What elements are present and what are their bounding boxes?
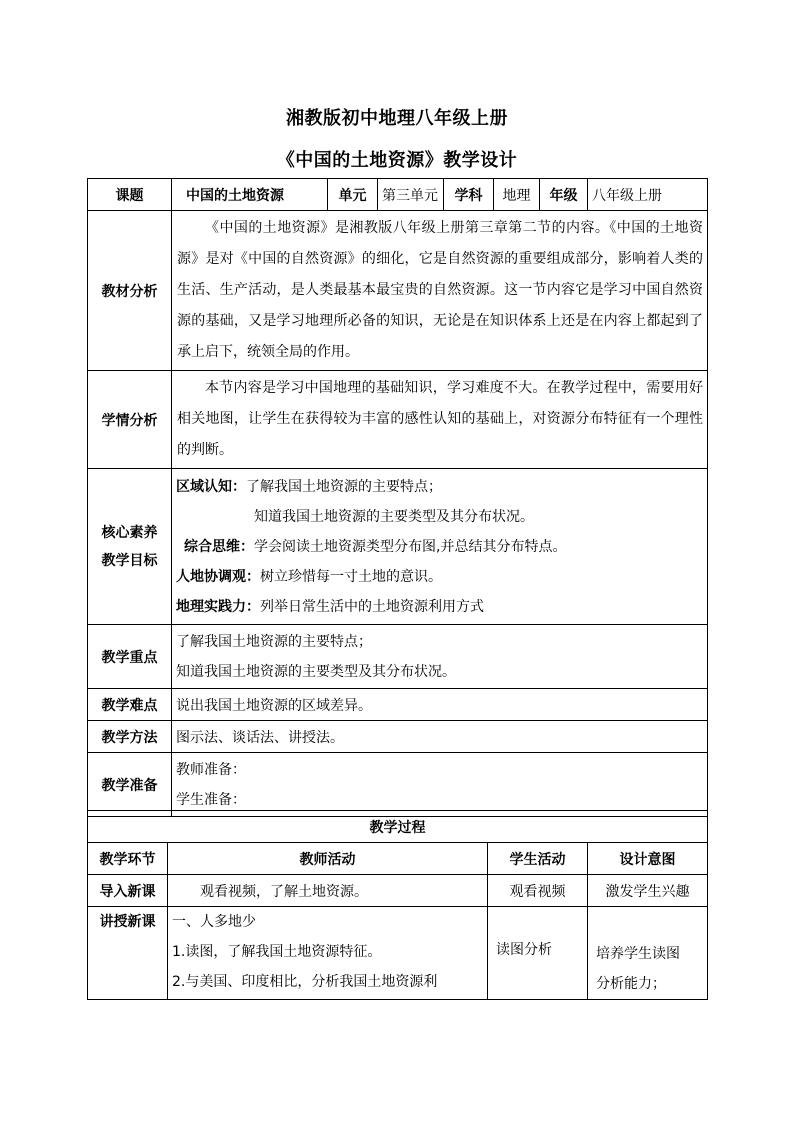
intent-line: 培养学生读图 (596, 946, 680, 962)
analysis-label: 教材分析 (88, 211, 172, 371)
goal-harmony-text: 树立珍惜每一寸土地的意识。 (260, 568, 442, 585)
goal-synthesis-text: 学会阅读土地资源类型分布图,并总结其分布特点。 (254, 538, 567, 555)
goals-label (88, 469, 172, 625)
difficulty-text: 说出我国土地资源的区域差异。 (172, 689, 708, 721)
goal-regional (176, 472, 703, 502)
teacher-activity-line: 1.读图，了解我国土地资源特征。 (172, 944, 382, 960)
difficulty-label: 教学难点 (88, 689, 172, 721)
col-teacher-header: 教师活动 (168, 843, 488, 875)
teacher-activity-line: 一、人多地少 (172, 914, 256, 930)
col-stage-header: 教学环节 (88, 843, 168, 875)
process-header-row (88, 843, 708, 875)
process-heading-row (88, 811, 708, 843)
methods-label: 教学方法 (88, 721, 172, 753)
process-heading: 教学过程 (88, 811, 708, 843)
stage-cell: 导入新课 (88, 875, 168, 907)
teacher-activity-line: 2.与美国、印度相比，分析我国土地资源利 (172, 974, 438, 990)
goal-regional-text1: 了解我国土地资源的主要特点； (246, 478, 442, 495)
teacher-activity-cell: 观看视频，了解土地资源。 (168, 875, 488, 907)
document-title: 湘教版初中地理八年级上册 (286, 108, 508, 129)
goals-content (172, 469, 708, 625)
preparation-row (88, 753, 708, 817)
col-student-header: 学生活动 (488, 843, 588, 875)
unit-value: 第三单元 (378, 179, 444, 211)
unit-label: 单元 (328, 179, 378, 211)
preparation-label: 教学准备 (88, 753, 172, 817)
subject-label: 学科 (444, 179, 494, 211)
goals-row (88, 469, 708, 625)
intent-cell: 激发学生兴趣 (588, 875, 708, 907)
topic-label: 课题 (88, 179, 172, 211)
grade-value: 八年级上册 (588, 179, 708, 211)
difficulty-row (88, 689, 708, 721)
analysis-text: 《中国的土地资源》是湘教版八年级上册第三章第二节的内容。《中国的土地资源》是对《中国的自然资源》的细化，它是自然资源的重要组成部分，影响着人类的生活、生产活动，是人类最基本最宝贵的自然资源。这一节内容它是学习中国自然资源的基础，又是学习地理所必备的知识，无论是在知识体系上还是在内容上都起到了承上启下，统领全局的作用。 (172, 211, 708, 371)
students-row (88, 371, 708, 469)
goal-harmony-label: 人地协调观： (176, 568, 260, 585)
teaching-process-table (87, 810, 708, 1000)
goal-practice-text: 列举日常生活中的土地资源利用方式 (260, 598, 484, 615)
students-label: 学情分析 (88, 371, 172, 469)
key-point-2: 知道我国土地资源的主要类型及其分布状况。 (176, 663, 456, 680)
key-points-label: 教学重点 (88, 625, 172, 689)
goal-practice-label: 地理实践力： (176, 598, 260, 615)
goal-practice (176, 592, 703, 622)
goal-regional-text2: 知道我国土地资源的主要类型及其分布状况。 (254, 508, 534, 525)
document-subtitle: 《中国的土地资源》教学设计 (276, 150, 518, 171)
intent-line: 分析能力； (596, 976, 666, 992)
key-points-row (88, 625, 708, 689)
teacher-activity-cell (168, 907, 488, 1000)
subject-value: 地理 (494, 179, 540, 211)
goal-synthesis (176, 532, 703, 562)
teacher-preparation: 教师准备： (176, 761, 246, 778)
goals-label-line2: 教学目标 (101, 552, 158, 569)
student-preparation: 学生准备： (176, 791, 246, 808)
grade-label: 年级 (540, 179, 588, 211)
info-row (88, 179, 708, 211)
topic-value: 中国的土地资源 (172, 179, 328, 211)
table-row (88, 907, 708, 1000)
students-text: 本节内容是学习中国地理的基础知识，学习难度不大。在教学过程中，需要用好相关地图，让学生在获得较为丰富的感性认知的基础上，对资源分布特征有一个理性的判断。 (172, 371, 708, 469)
preparation-content (172, 753, 708, 817)
key-point-1: 了解我国土地资源的主要特点； (176, 633, 372, 650)
analysis-row (88, 211, 708, 371)
student-activity-cell: 读图分析 (488, 907, 588, 1000)
methods-row (88, 721, 708, 753)
col-intent-header: 设计意图 (588, 843, 708, 875)
goal-synthesis-label: 综合思维： (184, 538, 254, 555)
goals-label-line1: 核心素养 (101, 524, 158, 541)
student-activity-cell: 观看视频 (488, 875, 588, 907)
intent-cell (588, 907, 708, 1000)
methods-text: 图示法、谈话法、讲授法。 (172, 721, 708, 753)
table-row (88, 875, 708, 907)
goal-regional-label: 区域认知： (176, 478, 246, 495)
lesson-info-table (87, 178, 708, 817)
goal-harmony (176, 562, 703, 592)
key-points-content (172, 625, 708, 689)
stage-cell: 讲授新课 (88, 907, 168, 1000)
